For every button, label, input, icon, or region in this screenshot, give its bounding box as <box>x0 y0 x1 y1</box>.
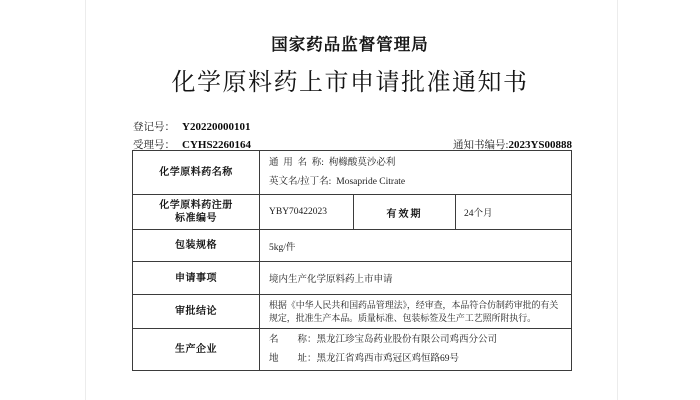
acceptance-label: 受理号： <box>133 140 175 151</box>
approval-table <box>132 150 572 371</box>
agency-name: 国家药品监督管理局 <box>271 36 429 54</box>
manufacturer-content <box>260 329 571 370</box>
registration-label: 登记号： <box>133 122 175 133</box>
row-manufacturer <box>133 329 571 370</box>
manufacturer-address-value: 黑龙江省鸡西市鸡冠区鸡恒路69号 <box>316 353 460 364</box>
registration-number: Y20220000101 <box>182 121 251 133</box>
drug-name-content <box>260 151 571 194</box>
generic-name-value: 枸橼酸莫沙必利 <box>328 157 396 168</box>
standard-number-label-line1: 化学原料药注册 <box>159 200 233 211</box>
drug-name-label: 化学原料药名称 <box>133 151 260 194</box>
standard-number-label-line2: 标准编号 <box>175 213 217 224</box>
notice-number: 2023YS00888 <box>508 139 572 151</box>
conclusion-label: 审批结论 <box>133 295 260 328</box>
standard-number-value: YBY70422023 <box>260 195 354 229</box>
page-scan-edge-left <box>85 0 86 400</box>
standard-number-label <box>133 195 260 229</box>
row-drug-name <box>133 151 571 195</box>
manufacturer-name-value: 黑龙江珍宝岛药业股份有限公司鸡西分公司 <box>316 334 498 345</box>
english-name-label: 英文名/拉丁名: <box>269 176 332 187</box>
english-name-value: Mosapride Citrate <box>336 176 406 187</box>
acceptance-number: CYHS2260164 <box>182 139 252 151</box>
row-conclusion <box>133 295 571 329</box>
notice-number-label: 通知书编号: <box>453 140 509 151</box>
manufacturer-address-label: 地 址： <box>269 353 317 364</box>
application-label: 申请事项 <box>133 262 260 294</box>
page-scan-edge-right <box>617 0 618 400</box>
document-title: 化学原料药上市申请批准通知书 <box>171 70 529 96</box>
packaging-label: 包装规格 <box>133 230 260 261</box>
conclusion-value: 根据《中华人民共和国药品管理法》，经审查，本品符合仿制药审批的有关规定，批准生产本品。质量标准、包装标签及生产工艺照所附执行。 <box>269 300 559 323</box>
generic-name-label: 通 用 名 称: <box>269 157 324 168</box>
manufacturer-label: 生产企业 <box>133 329 260 370</box>
registration-number-line <box>133 119 250 134</box>
row-packaging <box>133 230 571 262</box>
packaging-value: 5kg/件 <box>269 242 296 253</box>
validity-label: 有效期 <box>354 195 456 229</box>
row-standard-number <box>133 195 571 230</box>
manufacturer-name-label: 名 称： <box>269 334 317 345</box>
validity-value: 24个月 <box>464 209 493 219</box>
standard-number-content <box>260 195 571 229</box>
row-application <box>133 262 571 295</box>
application-value: 境内生产化学原料药上市申请 <box>269 275 393 285</box>
